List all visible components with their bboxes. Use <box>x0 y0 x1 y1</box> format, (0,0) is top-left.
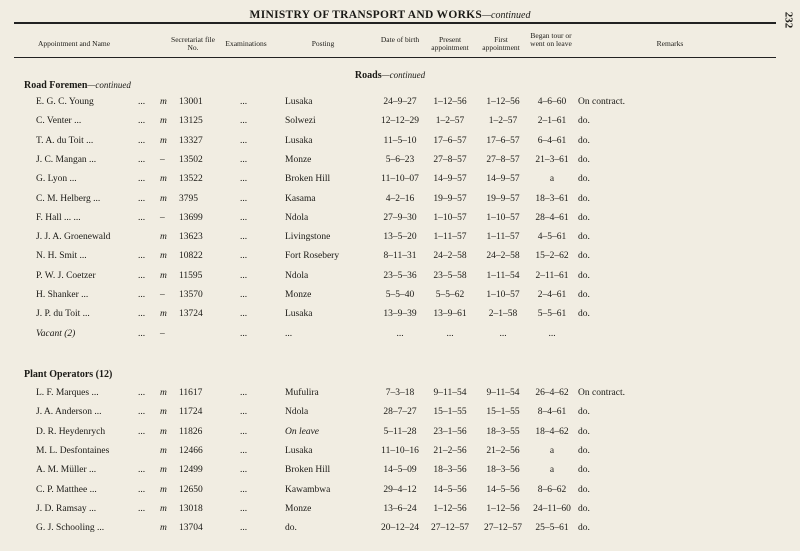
first-appointment: 21–2–56 <box>486 445 520 456</box>
group-title: Road Foremen <box>24 80 88 91</box>
began-tour: 2–1–61 <box>537 116 567 127</box>
sex-mark: m <box>160 445 167 456</box>
began-tour: 21–3–61 <box>535 154 569 165</box>
col-header-examinations: Examinations <box>225 39 267 48</box>
col-header-remarks: Remarks <box>656 39 684 48</box>
date-of-birth: 11–10–07 <box>381 174 419 185</box>
person-name: J. J. A. Groenewald <box>36 232 111 243</box>
began-tour: 18–4–62 <box>535 426 569 437</box>
first-appointment: 1–11–54 <box>486 270 520 281</box>
present-appointment: 27–8–57 <box>433 154 467 165</box>
person-name: J. C. Mangan ... <box>36 154 97 165</box>
posting: Monze <box>285 503 312 514</box>
col-header-appointment: Appointment and Name <box>38 39 111 48</box>
posting: Monze <box>285 154 312 165</box>
began-tour: 6–4–61 <box>537 135 567 146</box>
date-of-birth: 13–9–39 <box>383 309 417 320</box>
examinations-value: ... <box>240 309 248 320</box>
began-tour: a <box>549 465 555 476</box>
present-appointment: 13–9–61 <box>433 309 467 320</box>
leader-dots: ... <box>138 97 146 107</box>
remarks: do. <box>578 251 590 262</box>
examinations-value: ... <box>240 426 248 437</box>
sex-mark: – <box>160 154 165 165</box>
remarks: do. <box>578 445 590 456</box>
sex-mark: m <box>160 309 167 320</box>
person-name: C. Venter ... <box>36 116 82 127</box>
sex-mark: m <box>160 426 167 437</box>
examinations-value: ... <box>240 465 248 476</box>
began-tour: 28–4–61 <box>535 212 569 223</box>
date-of-birth: 12–12–29 <box>381 116 419 127</box>
person-name: N. H. Smit ... <box>36 251 87 262</box>
file-number: 13001 <box>179 97 203 107</box>
examinations-value: ... <box>240 523 248 534</box>
person-name: T. A. du Toit ... <box>36 135 94 146</box>
sex-mark: m <box>160 523 167 534</box>
person-name: D. R. Heydenrych <box>36 426 106 437</box>
present-appointment: 23–5–58 <box>433 270 467 281</box>
began-tour: a <box>549 445 555 456</box>
examinations-value: ... <box>240 174 248 185</box>
file-number: 13623 <box>179 232 203 243</box>
sex-mark: m <box>160 232 167 243</box>
table-row <box>0 290 800 306</box>
table-row <box>0 407 800 423</box>
began-tour: 8–6–62 <box>537 484 567 495</box>
date-of-birth: 11–5–10 <box>383 135 417 146</box>
person-name: J. D. Ramsay ... <box>36 503 97 514</box>
date-of-birth: 5–11–28 <box>383 426 417 437</box>
began-tour: 5–5–61 <box>537 309 567 320</box>
person-name: G. J. Schooling ... <box>36 523 105 534</box>
posting: Mufulira <box>285 388 319 398</box>
present-appointment: 1–10–57 <box>433 212 467 223</box>
date-of-birth: 29–4–12 <box>383 484 417 495</box>
person-name: J. A. Anderson ... <box>36 407 102 418</box>
title-text: MINISTRY OF TRANSPORT AND WORKS <box>249 9 483 21</box>
date-of-birth: 5–6–23 <box>385 154 415 165</box>
sex-mark: m <box>160 193 167 204</box>
date-of-birth: 14–5–09 <box>383 465 417 476</box>
date-of-birth: 20–12–24 <box>381 523 419 534</box>
file-number: 11595 <box>179 270 203 281</box>
table-row <box>0 232 800 248</box>
sex-mark: m <box>160 484 167 495</box>
date-of-birth: 27–9–30 <box>383 212 417 223</box>
table-row <box>0 329 800 345</box>
first-appointment: 17–6–57 <box>486 135 520 146</box>
date-of-birth: ... <box>396 328 404 339</box>
posting: Ndola <box>285 407 309 418</box>
file-number: 10822 <box>179 251 203 262</box>
sex-mark: m <box>160 270 167 281</box>
file-number: 12466 <box>179 445 203 456</box>
person-name: M. L. Desfontaines <box>36 445 110 456</box>
file-number: 3795 <box>179 193 198 204</box>
remarks: do. <box>578 503 590 514</box>
file-number: 13502 <box>179 154 203 165</box>
table-row <box>0 504 800 520</box>
col-header-first: First appointment <box>482 35 520 52</box>
examinations-value: ... <box>240 232 248 243</box>
leader-dots: ... <box>138 154 146 165</box>
remarks: do. <box>578 309 590 320</box>
date-of-birth: 13–5–20 <box>383 232 417 243</box>
sex-mark: m <box>160 503 167 514</box>
col-header-present: Present appointment <box>431 35 469 52</box>
table-row <box>0 446 800 462</box>
col-header-dob: Date of birth <box>380 35 420 44</box>
first-appointment: 1–12–56 <box>486 503 520 514</box>
posting: Kawambwa <box>285 484 331 495</box>
first-appointment: 1–10–57 <box>486 290 520 300</box>
page-number: 232 <box>781 11 794 29</box>
posting: do. <box>285 523 297 534</box>
group-continued: —continued <box>87 80 131 90</box>
posting: ... <box>285 328 293 339</box>
date-of-birth: 23–5–36 <box>383 270 417 281</box>
examinations-value: ... <box>240 135 248 146</box>
date-of-birth: 4–2–16 <box>385 193 415 204</box>
leader-dots: ... <box>138 135 146 146</box>
table-row <box>0 136 800 152</box>
remarks: On contract. <box>578 388 625 398</box>
group-heading-plant-operators <box>24 369 112 380</box>
table-row <box>0 523 800 539</box>
first-appointment: 27–8–57 <box>486 154 520 165</box>
began-tour: 15–2–62 <box>535 251 569 262</box>
remarks: do. <box>578 270 590 281</box>
section-continued: —continued <box>381 70 426 80</box>
date-of-birth: 13–6–24 <box>383 503 417 514</box>
leader-dots: ... <box>138 174 146 185</box>
began-tour: 18–3–61 <box>535 193 569 204</box>
present-appointment: 18–3–56 <box>433 465 467 476</box>
sex-mark: – <box>160 328 165 339</box>
began-tour: 4–5–61 <box>537 232 567 243</box>
table-row <box>0 97 800 113</box>
leader-dots: ... <box>138 116 146 127</box>
table-row <box>0 271 800 287</box>
present-appointment: 9–11–54 <box>433 388 467 398</box>
leader-dots: ... <box>138 426 146 437</box>
first-appointment: 24–2–58 <box>486 251 520 262</box>
table-row <box>0 251 800 267</box>
table-row <box>0 213 800 229</box>
table-row <box>0 155 800 171</box>
sex-mark: m <box>160 251 167 262</box>
file-number: 13522 <box>179 174 203 185</box>
col-header-tour: Began tour or went on leave <box>530 31 572 48</box>
examinations-value: ... <box>240 97 248 107</box>
examinations-value: ... <box>240 193 248 204</box>
person-name: L. F. Marques ... <box>36 388 99 398</box>
table-row <box>0 309 800 325</box>
posting: Kasama <box>285 193 316 204</box>
examinations-value: ... <box>240 503 248 514</box>
person-name: J. P. du Toit ... <box>36 309 90 320</box>
began-tour: 4–6–60 <box>537 97 567 107</box>
present-appointment: 1–12–56 <box>433 97 467 107</box>
leader-dots: ... <box>138 270 146 281</box>
first-appointment: 1–10–57 <box>486 212 520 223</box>
date-of-birth: 11–10–16 <box>381 445 419 456</box>
file-number: 13018 <box>179 503 203 514</box>
first-appointment: 27–12–57 <box>484 523 522 534</box>
table-row <box>0 427 800 443</box>
posting: Ndola <box>285 270 309 281</box>
date-of-birth: 28–7–27 <box>383 407 417 418</box>
leader-dots: ... <box>138 388 146 398</box>
posting: Broken Hill <box>285 465 331 476</box>
present-appointment: 1–11–57 <box>433 232 467 243</box>
leader-dots: ... <box>138 484 146 495</box>
remarks: On contract. <box>578 97 625 107</box>
file-number: 11617 <box>179 388 203 398</box>
leader-dots: ... <box>138 407 146 418</box>
file-number: 13125 <box>179 116 203 127</box>
remarks: do. <box>578 407 590 418</box>
remarks: do. <box>578 523 590 534</box>
file-number: 13699 <box>179 212 203 223</box>
leader-dots: ... <box>138 465 146 476</box>
first-appointment: 18–3–55 <box>486 426 520 437</box>
began-tour: 24–11–60 <box>533 503 571 514</box>
date-of-birth: 5–5–40 <box>385 290 415 300</box>
person-name: E. G. C. Young <box>36 97 94 107</box>
first-appointment: 19–9–57 <box>486 193 520 204</box>
posting: Lusaka <box>285 445 313 456</box>
began-tour: 8–4–61 <box>537 407 567 418</box>
person-name: Vacant (2) <box>36 328 76 339</box>
date-of-birth: 7–3–18 <box>385 388 415 398</box>
first-appointment: ... <box>499 328 507 339</box>
remarks: do. <box>578 290 590 300</box>
first-appointment: 18–3–56 <box>486 465 520 476</box>
first-appointment: 15–1–55 <box>486 407 520 418</box>
header-top-rule <box>14 22 776 24</box>
sex-mark: m <box>160 116 167 127</box>
sex-mark: m <box>160 407 167 418</box>
table-row <box>0 116 800 132</box>
first-appointment: 1–12–56 <box>486 97 520 107</box>
began-tour: 25–5–61 <box>535 523 569 534</box>
col-header-posting: Posting <box>311 39 335 48</box>
posting: Ndola <box>285 212 309 223</box>
group-heading-road-foremen <box>24 80 131 91</box>
present-appointment: 14–5–56 <box>433 484 467 495</box>
person-name: G. Lyon ... <box>36 174 77 185</box>
person-name: F. Hall ... ... <box>36 212 81 223</box>
table-row <box>0 485 800 501</box>
table-row <box>0 194 800 210</box>
began-tour: 2–11–61 <box>535 270 569 281</box>
examinations-value: ... <box>240 328 248 339</box>
present-appointment: 1–12–56 <box>433 503 467 514</box>
leader-dots: ... <box>138 309 146 320</box>
remarks: do. <box>578 174 590 185</box>
remarks: do. <box>578 212 590 223</box>
first-appointment: 9–11–54 <box>486 388 520 398</box>
date-of-birth: 8–11–31 <box>383 251 417 262</box>
examinations-value: ... <box>240 388 248 398</box>
posting: On leave <box>285 426 320 437</box>
posting: Solwezi <box>285 116 316 127</box>
posting: Lusaka <box>285 135 313 146</box>
posting: Broken Hill <box>285 174 331 185</box>
file-number: 13327 <box>179 135 203 146</box>
file-number: 13724 <box>179 309 203 320</box>
person-name: P. W. J. Coetzer <box>36 270 96 281</box>
examinations-value: ... <box>240 407 248 418</box>
person-name: C. P. Matthee ... <box>36 484 97 495</box>
header-bottom-rule <box>14 57 776 58</box>
present-appointment: 17–6–57 <box>433 135 467 146</box>
began-tour: 2–4–61 <box>537 290 567 300</box>
person-name: H. Shanker ... <box>36 290 89 300</box>
first-appointment: 1–2–57 <box>488 116 518 127</box>
examinations-value: ... <box>240 212 248 223</box>
sex-mark: m <box>160 465 167 476</box>
present-appointment: 19–9–57 <box>433 193 467 204</box>
remarks: do. <box>578 484 590 495</box>
leader-dots: ... <box>138 328 146 339</box>
examinations-value: ... <box>240 445 248 456</box>
first-appointment: 1–11–57 <box>486 232 520 243</box>
examinations-value: ... <box>240 270 248 281</box>
sex-mark: m <box>160 174 167 185</box>
date-of-birth: 24–9–27 <box>383 97 417 107</box>
table-row <box>0 465 800 481</box>
person-name: A. M. Müller ... <box>36 465 97 476</box>
remarks: do. <box>578 465 590 476</box>
first-appointment: 14–5–56 <box>486 484 520 495</box>
remarks: do. <box>578 232 590 243</box>
leader-dots: ... <box>138 193 146 204</box>
group-title: Plant Operators (12) <box>24 369 113 380</box>
present-appointment: 14–9–57 <box>433 174 467 185</box>
table-row <box>0 388 800 404</box>
sex-mark: – <box>160 212 165 223</box>
remarks: do. <box>578 116 590 127</box>
examinations-value: ... <box>240 154 248 165</box>
posting: Monze <box>285 290 312 300</box>
examinations-value: ... <box>240 484 248 495</box>
leader-dots: ... <box>138 503 146 514</box>
page-title <box>0 9 780 21</box>
first-appointment: 2–1–58 <box>488 309 518 320</box>
section-title: Roads <box>354 70 382 81</box>
present-appointment: 27–12–57 <box>431 523 469 534</box>
first-appointment: 14–9–57 <box>486 174 520 185</box>
file-number: 13704 <box>179 523 203 534</box>
leader-dots: ... <box>138 212 146 223</box>
present-appointment: 24–2–58 <box>433 251 467 262</box>
posting: Fort Rosebery <box>285 251 340 262</box>
col-header-file: Secretariat file No. <box>171 35 215 52</box>
file-number: 11724 <box>179 407 203 418</box>
examinations-value: ... <box>240 251 248 262</box>
present-appointment: 21–2–56 <box>433 445 467 456</box>
remarks: do. <box>578 154 590 165</box>
leader-dots: ... <box>138 290 146 300</box>
sex-mark: m <box>160 388 167 398</box>
file-number: 12650 <box>179 484 203 495</box>
posting: Lusaka <box>285 309 313 320</box>
began-tour: ... <box>548 328 556 339</box>
examinations-value: ... <box>240 290 248 300</box>
posting: Lusaka <box>285 97 313 107</box>
remarks: do. <box>578 193 590 204</box>
file-number: 11826 <box>179 426 203 437</box>
began-tour: a <box>549 174 555 185</box>
present-appointment: 15–1–55 <box>433 407 467 418</box>
posting: Livingstone <box>285 232 331 243</box>
title-continued: —continued <box>482 10 531 21</box>
examinations-value: ... <box>240 116 248 127</box>
began-tour: 26–4–62 <box>535 388 569 398</box>
present-appointment: ... <box>446 328 454 339</box>
remarks: do. <box>578 135 590 146</box>
file-number: 13570 <box>179 290 203 300</box>
table-row <box>0 174 800 190</box>
present-appointment: 5–5–62 <box>435 290 465 300</box>
sex-mark: m <box>160 135 167 146</box>
file-number: 12499 <box>179 465 203 476</box>
present-appointment: 23–1–56 <box>433 426 467 437</box>
remarks: do. <box>578 426 590 437</box>
person-name: C. M. Helberg ... <box>36 193 101 204</box>
sex-mark: – <box>160 290 165 300</box>
sex-mark: m <box>160 97 167 107</box>
present-appointment: 1–2–57 <box>435 116 465 127</box>
leader-dots: ... <box>138 251 146 262</box>
